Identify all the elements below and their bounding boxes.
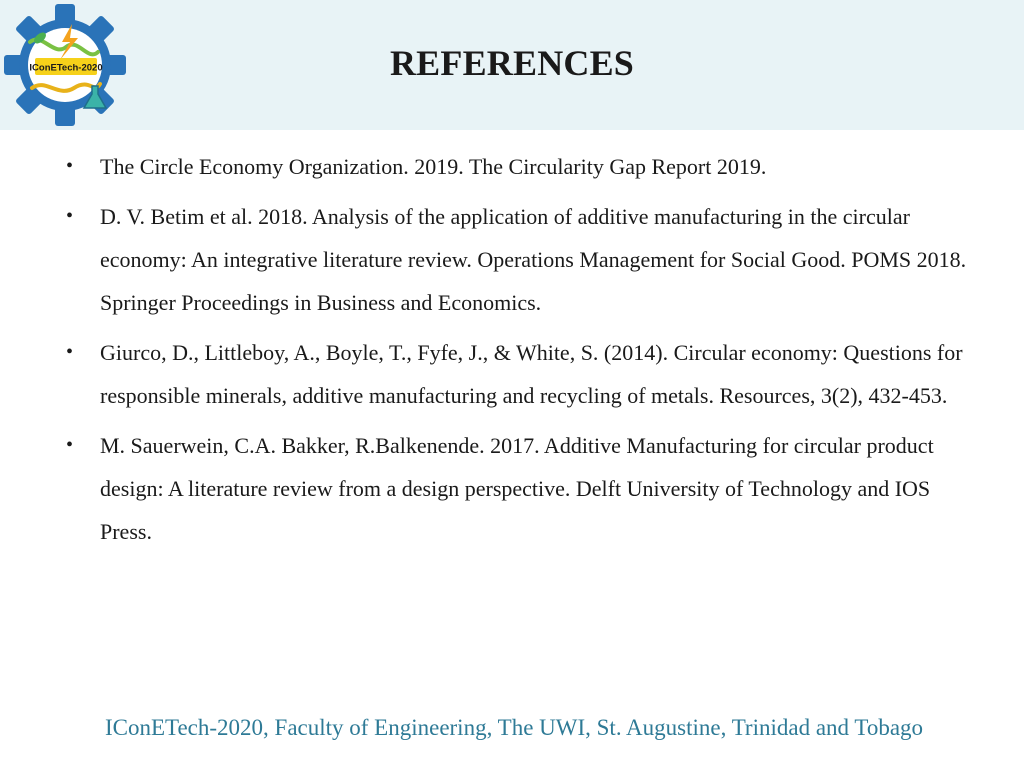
bullet-icon: • <box>66 205 74 227</box>
reference-text: M. Sauerwein, C.A. Bakker, R.Balkenende. 2017. Additive Manufacturing for circular product design: A literature review from a design perspective. Delft University of Technology and IOS Press. <box>100 433 934 544</box>
reference-text: D. V. Betim et al. 2018. Analysis of the application of additive manufacturing in the circular economy: An integrative literature review. Operations Management for Social Good. POMS 2018. Springer Proceedings in Business and Economics. <box>100 204 967 315</box>
list-item <box>0 424 1024 553</box>
bullet-icon: • <box>66 434 74 456</box>
reference-text: Giurco, D., Littleboy, A., Boyle, T., Fyfe, J., & White, S. (2014). Circular economy: Questions for responsible minerals, additive manufacturing and recycling of metals. Resources, 3(2), 432-453. <box>100 340 963 408</box>
bullet-icon: • <box>66 155 74 177</box>
list-item <box>0 195 1024 324</box>
page-title: REFERENCES <box>389 43 635 83</box>
footer-text: IConETech-2020, Faculty of Engineering, The UWI, St. Augustine, Trinidad and Tobago <box>104 715 924 740</box>
list-item <box>0 331 1024 417</box>
logo-label: IConETech-2020 <box>29 62 103 74</box>
bullet-icon: • <box>66 341 74 363</box>
references-list <box>0 145 1024 560</box>
list-item <box>0 145 1024 188</box>
reference-text: The Circle Economy Organization. 2019. The Circularity Gap Report 2019. <box>100 154 767 179</box>
